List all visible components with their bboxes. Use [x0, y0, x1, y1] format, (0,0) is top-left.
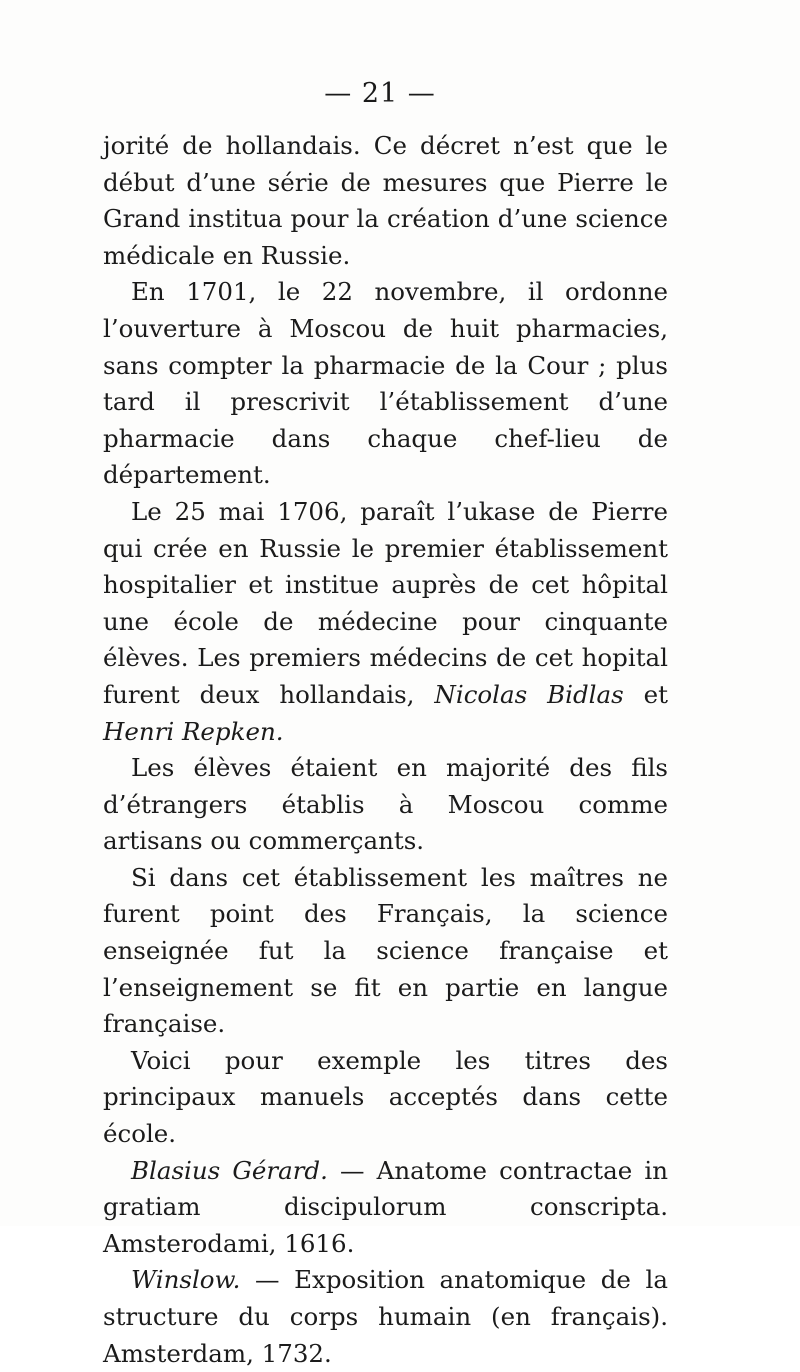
paragraph — [103, 1262, 668, 1372]
italic-name: Henri Repken. — [103, 716, 284, 746]
text-segment: Le 25 mai 1706, paraît l’ukase de Pierre qui crée en Russie le premier établissement hospitalier et institue auprès de cet hôpital une école de médecine pour cinquante élèves. Les premiers médecins de cet hopital furent deux hollandais, — [103, 496, 668, 709]
text-segment: jorité de hollandais. Ce décret n’est que le début d’une série de mesures que Pierre le Grand institua pour la création d’une science médicale en Russie. — [103, 131, 668, 270]
text-segment: En 1701, le 22 novembre, il ordonne l’ouverture à Moscou de huit pharmacies, sans compter la pharmacie de la Cour ; plus tard il prescrivit l’établissement d’une pharmacie dans chaque chef-lieu de département. — [103, 277, 668, 490]
text-segment: Les élèves étaient en majorité des fils d’étrangers établis à Moscou comme artisans ou commerçants. — [103, 753, 668, 856]
text-segment: Si dans cet établissement les maîtres ne furent point des Français, la science enseignée fut la science française et l’enseignement se fit en partie en langue française. — [103, 862, 668, 1039]
paragraph — [103, 1043, 668, 1153]
paragraph — [103, 494, 668, 750]
italic-name: Nicolas Bidlas — [434, 679, 624, 709]
text-segment: — Exposition anatomique de la structure du corps humain (en français). Amsterdam, 1732. — [103, 1265, 668, 1368]
italic-name: Blasius Gérard. — [131, 1155, 328, 1185]
text-segment: — Anatome contractae in gratiam discipulorum conscripta. Amsterodami, 1616. — [103, 1155, 668, 1258]
paragraph — [103, 750, 668, 860]
paragraph — [103, 860, 668, 1043]
paragraph — [103, 1153, 668, 1263]
body-text — [103, 128, 668, 1372]
page-number: — 21 — — [324, 78, 436, 109]
italic-name: Winslow. — [131, 1265, 241, 1295]
paragraph — [103, 274, 668, 494]
text-segment: Voici pour exemple les titres des principaux manuels acceptés dans cette école. — [103, 1045, 668, 1149]
text-segment: et — [623, 679, 668, 709]
paragraph — [103, 128, 668, 274]
